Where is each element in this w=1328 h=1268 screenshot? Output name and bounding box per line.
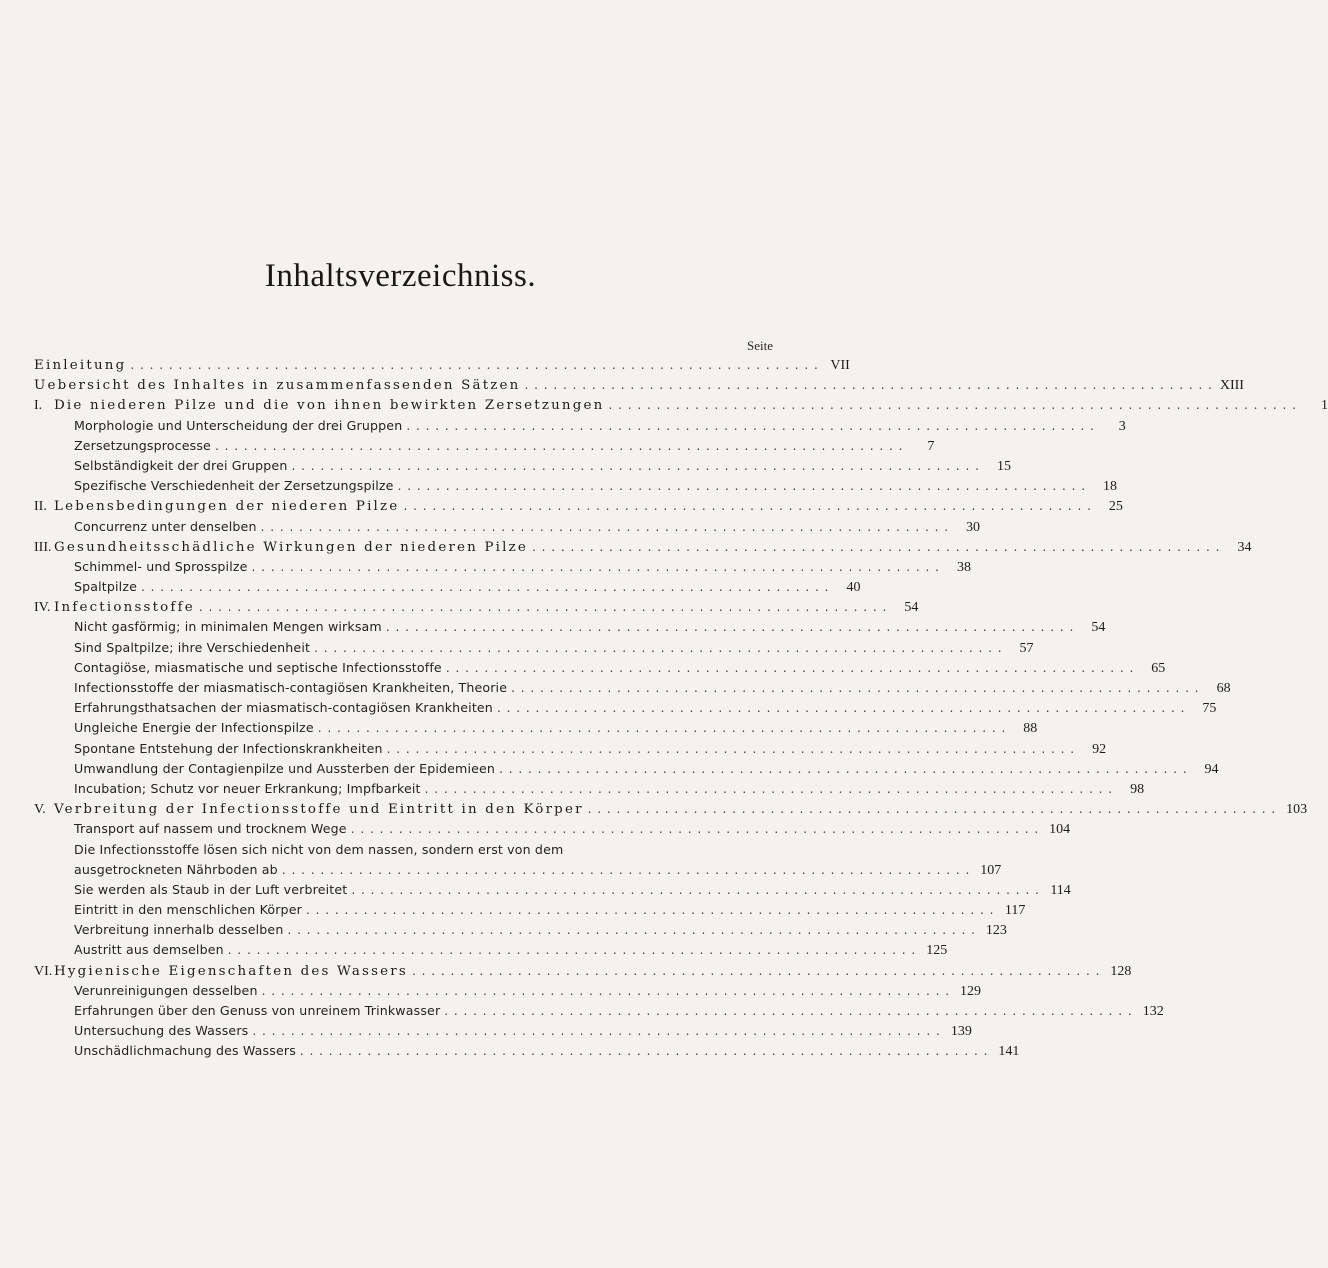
toc-entry-title: Gesundheitsschädliche Wirkungen der niederen Pilze [54,539,529,555]
toc-entry [34,597,919,617]
toc-entry [34,678,1231,698]
toc-entry-leader-dots [608,395,1295,415]
toc-entry-leader-dots [351,819,1038,839]
toc-entry-leader-dots [318,718,1005,738]
toc-entry-title: Sie werden als Staub in der Luft verbreitet [74,881,348,897]
toc-entry-title: Hygienische Eigenschaften des Wassers [54,963,408,979]
toc-entry-page-number: VII [830,358,850,373]
toc-entry-page-number: 34 [1237,539,1252,555]
page-column-label: Seite [747,338,773,353]
toc-entry-leader-dots [398,476,1085,496]
toc-entry [34,880,1071,900]
toc-entry-page-number: 139 [950,1024,972,1040]
toc-entry-leader-dots [351,880,1038,900]
toc-entry-page-number: 54 [904,600,919,616]
toc-entry-leader-dots [130,355,817,375]
toc-entry [34,1041,1020,1061]
toc-entry-page-number: 129 [960,983,982,999]
toc-entry-title: Incubation; Schutz vor neuer Erkrankung; Impfbarkeit [74,780,421,796]
toc-entry [34,658,1166,678]
toc-entry-leader-dots [261,517,948,537]
toc-entry-numeral: II. [34,499,47,515]
toc-entry-title: Transport auf nassem und trocknem Wege [74,821,347,837]
toc-entry-page-number: 54 [1091,620,1106,636]
toc-entry-title: Infectionsstoffe der miasmatisch-contagiösen Krankheiten, Theorie [74,680,508,695]
toc-entry-page-number: 94 [1204,761,1219,777]
toc-entry-page-number: 25 [1108,499,1123,515]
toc-entry-page-number: 104 [1049,822,1071,838]
toc-entry-title: Verunreinigungen desselben [74,982,258,998]
toc-entry-title: Die niederen Pilze und die von ihnen bewirkten Zersetzungen [54,398,605,414]
toc-entry [34,617,1106,637]
toc-entry-title: Die Infectionsstoffe lösen sich nicht von dem nassen, sondern erst von dem [74,841,564,857]
toc-entry-leader-dots [228,940,915,960]
toc-entry-leader-dots [406,416,1093,436]
toc-entry-page-number: 40 [846,580,861,596]
toc-entry-leader-dots [412,961,1099,981]
toc-entry [34,718,1038,738]
toc-entry-title: Concurrenz unter denselben [74,518,257,534]
toc-entry [34,961,1132,981]
toc-entry-page-number: 65 [1151,660,1166,676]
toc-entry-numeral: V. [34,802,46,818]
toc-entry-leader-dots [252,557,939,577]
toc-entry [34,860,1002,880]
toc-entry [34,759,1219,779]
toc-entry [34,739,1107,759]
toc-entry [34,557,971,577]
toc-entry-leader-dots [199,597,886,617]
toc-entry [34,416,1126,436]
toc-entry-title: Erfahrungsthatsachen der miasmatisch-contagiösen Krankheiten [74,700,493,716]
toc-entry-leader-dots [262,981,949,1001]
toc-entry-leader-dots [532,537,1219,557]
page-title: Inhaltsverzeichniss. [264,258,537,294]
toc-entry [34,638,1034,658]
toc-entry-leader-dots [446,658,1133,678]
toc-entry [34,456,1011,476]
toc-entry-page-number: 114 [1050,882,1071,898]
toc-entry-page-number: 88 [1023,721,1038,737]
toc-entry-title: Morphologie und Unterscheidung der drei Gruppen [74,417,403,433]
toc-entry [34,517,981,537]
toc-entry-page-number: 3 [1118,418,1126,434]
toc-entry-title: Uebersicht des Inhaltes in zusammenfassenden Sätzen [34,378,521,394]
toc-entry-page-number: XIII [1219,378,1244,394]
toc-entry-page-number: 15 [996,458,1011,474]
toc-entry-leader-dots [499,759,1186,779]
toc-entry [34,981,982,1001]
toc-entry-title: Sind Spaltpilze; ihre Verschiedenheit [74,639,311,655]
toc-entry-leader-dots [291,456,978,476]
toc-entry-page-number: 132 [1142,1004,1164,1019]
toc-entry-numeral: III. [34,539,52,555]
toc-entry-title: Erfahrungen über den Genuss von unreinem Trinkwasser [74,1003,441,1018]
toc-entry-leader-dots [387,739,1074,759]
toc-entry-title: ausgetrockneten Nährboden ab [74,861,278,877]
toc-entry [34,698,1217,718]
toc-entry-title: Untersuchung des Wassers [74,1023,249,1039]
toc-entry [34,819,1071,839]
toc-entry-leader-dots [497,698,1184,718]
toc-entry-numeral: VI. [34,963,53,979]
toc-entry-page-number: 38 [956,559,971,575]
toc-entry [34,395,1328,415]
toc-entry [34,436,935,456]
toc-entry [34,496,1123,516]
toc-entry-leader-dots [252,1021,939,1041]
toc-entry-leader-dots [306,900,993,920]
toc-entry-page-number: 103 [1286,802,1308,818]
toc-entry [34,476,1118,496]
toc-entry-leader-dots [287,920,974,940]
toc-entry-page-number: 123 [985,923,1007,939]
toc-entry [34,840,776,860]
toc-entry-numeral: IV. [34,600,51,616]
toc-entry-title: Nicht gasförmig; in minimalen Mengen wirksam [74,619,382,635]
toc-entry-title: Spezifische Verschiedenheit der Zersetzungspilze [74,478,394,494]
toc-entry-title: Eintritt in den menschlichen Körper [74,902,302,918]
toc-entry-leader-dots [314,638,1001,658]
toc-entry-leader-dots [444,1001,1131,1021]
toc-entry [34,355,850,375]
toc-entry-title: Infectionsstoffe [54,600,195,616]
toc-entry-title: Selbständigkeit der drei Gruppen [74,457,288,473]
toc-entry [34,920,1007,940]
toc-entry-leader-dots [300,1041,987,1061]
toc-entry-page-number: 92 [1092,741,1107,757]
toc-entry-title: Umwandlung der Contagienpilze und Aussterben der Epidemieen [74,760,496,776]
toc-entry-page-number: 107 [980,862,1002,878]
toc-entry-title: Ungleiche Energie der Infectionspilze [74,720,314,736]
toc-entry-page-number: 30 [966,519,981,535]
toc-entry [34,779,1145,799]
toc-entry-title: Verbreitung innerhalb desselben [74,922,284,938]
table-of-contents [34,355,1328,1062]
toc-entry [34,1021,972,1041]
toc-entry [34,537,1252,557]
toc-entry-page-number: 75 [1202,701,1217,717]
toc-entry-page-number: 128 [1110,963,1132,979]
toc-entry-leader-dots [141,577,828,597]
toc-entry-page-number: 1 [1320,398,1328,414]
toc-entry-title: Spontane Entstehung der Infectionskrankheiten [74,740,383,756]
toc-entry [34,799,1308,819]
toc-entry-title: Einleitung [34,358,127,373]
toc-entry-numeral: I. [34,398,43,414]
toc-entry-page-number: 18 [1103,479,1118,495]
toc-entry-page-number: 57 [1019,640,1034,656]
toc-entry-title: Schimmel- und Sprosspilze [74,558,248,574]
toc-entry [34,1001,1164,1021]
toc-entry [34,577,861,597]
toc-entry-title: Unschädlichmachung des Wassers [74,1043,296,1059]
toc-entry-title: Spaltpilze [74,579,137,595]
toc-entry-leader-dots [524,375,1211,395]
toc-entry-leader-dots [282,860,969,880]
toc-entry-leader-dots [403,496,1090,516]
toc-entry [34,375,1244,395]
toc-entry-page-number: 125 [926,943,948,959]
toc-entry-title: Zersetzungsprocesse [74,437,211,453]
toc-entry [34,940,948,960]
toc-entry-title: Austritt aus demselben [74,942,224,958]
toc-entry-leader-dots [215,436,902,456]
toc-entry-title: Verbreitung der Infectionsstoffe und Eintritt in den Körper [54,802,584,818]
toc-entry-leader-dots [588,799,1275,819]
toc-entry-leader-dots [511,678,1198,698]
toc-entry-leader-dots [425,779,1112,799]
toc-entry-page-number: 117 [1004,903,1026,919]
toc-entry-page-number: 7 [927,438,935,454]
toc-entry-page-number: 141 [998,1044,1020,1060]
toc-entry-title: Lebensbedingungen der niederen Pilze [54,499,400,515]
toc-entry-page-number: 98 [1130,781,1145,797]
toc-entry-leader-dots [386,617,1073,637]
toc-entry-title: Contagiöse, miasmatische und septische Infectionsstoffe [74,659,442,675]
toc-entry-page-number: 68 [1216,681,1231,696]
toc-entry [34,900,1026,920]
